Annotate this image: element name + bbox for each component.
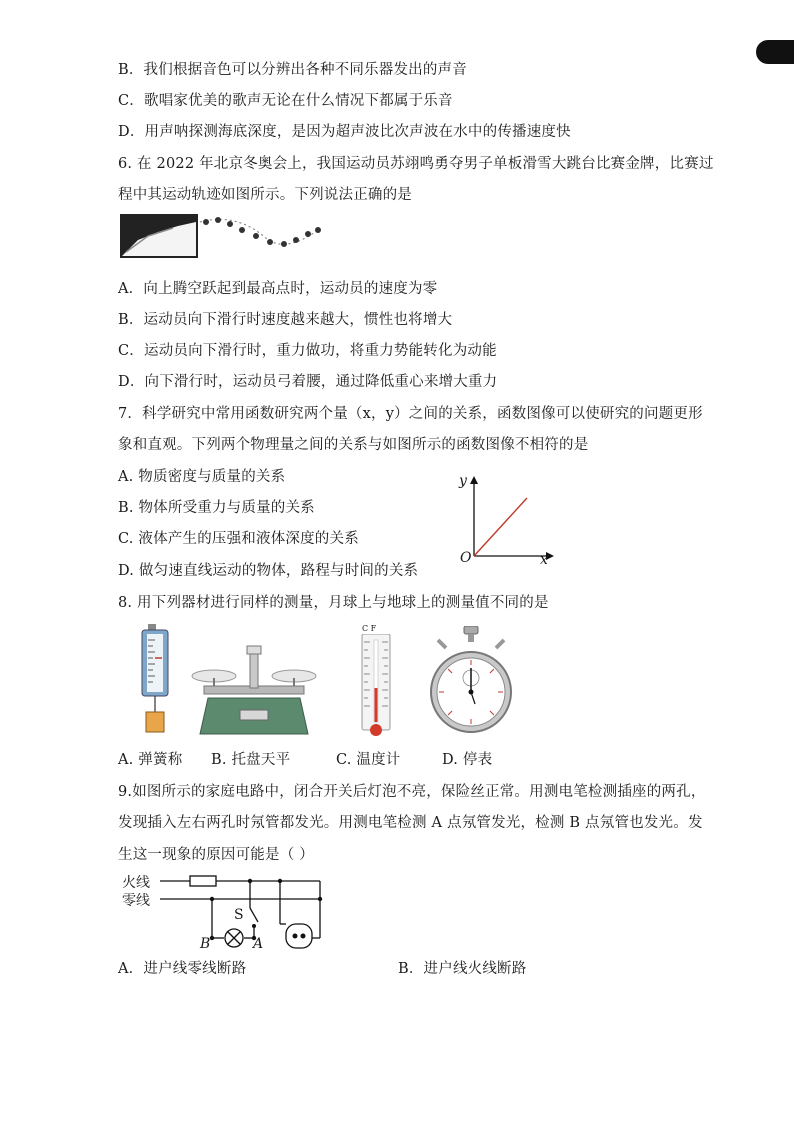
q6-option-d: D．向下滑行时，运动员弓着腰，通过降低重心来增大重力 (118, 374, 498, 390)
q7-option-b: B. 物体所受重力与质量的关系 (118, 500, 315, 516)
q7-option-a: A. 物质密度与质量的关系 (118, 469, 286, 485)
ski-trajectory-figure (118, 212, 328, 262)
q6-stem-line2: 程中其运动轨迹如图所示。下列说法正确的是 (118, 187, 412, 203)
q5-option-c: C．歌唱家优美的歌声无论在什么情况下都属于乐音 (118, 93, 453, 109)
switch-label: S (234, 907, 244, 923)
q7-stem-line2: 象和直观。下列两个物理量之间的关系与如图所示的函数图像不相符的是 (118, 437, 589, 453)
tray-balance-image (190, 642, 320, 738)
q9-option-a: A．进户线零线断路 (118, 961, 247, 977)
q8-option-d: D. 停表 (442, 752, 493, 768)
page-corner-tab (756, 40, 794, 64)
stopwatch-image (428, 626, 514, 738)
q8-option-a: A. 弹簧称 (118, 752, 183, 768)
q5-option-d: D．用声呐探测海底深度，是因为超声波比次声波在水中的传播速度快 (118, 124, 571, 140)
q6-option-c: C．运动员向下滑行时，重力做功，将重力势能转化为动能 (118, 343, 497, 359)
live-wire-label: 火线 (122, 875, 150, 891)
graph-line (474, 498, 527, 556)
q8-option-c: C. 温度计 (336, 752, 401, 768)
q8-option-b: B. 托盘天平 (211, 752, 291, 768)
q9-option-b: B．进户线火线断路 (398, 961, 527, 977)
point-b-label: B (200, 936, 211, 952)
q6-option-a: A．向上腾空跃起到最高点时，运动员的速度为零 (118, 281, 438, 297)
q9-stem-line1: 9.如图所示的家庭电路中，闭合开关后灯泡不亮，保险丝正常。用测电笔检测插座的两孔， (118, 784, 706, 800)
neutral-wire-label: 零线 (122, 893, 150, 909)
q7-option-d: D. 做匀速直线运动的物体，路程与时间的关系 (118, 563, 419, 579)
thermometer-scale-header: C F (362, 624, 377, 633)
graph-y-label: y (459, 473, 467, 489)
q6-stem-line1: 6. 在 2022 年北京冬奥会上，我国运动员苏翊鸣勇夺男子单板滑雪大跳台比赛金牌，比赛过 (118, 156, 714, 172)
q6-option-b: B．运动员向下滑行时速度越来越大，惯性也将增大 (118, 312, 453, 328)
q7-stem-line1: 7．科学研究中常用函数研究两个量（x，y）之间的关系，函数图像可以使研究的问题更形 (118, 406, 703, 422)
spring-scale-image (138, 622, 174, 742)
q9-stem-line3: 生这一现象的原因可能是（ ） (118, 847, 314, 863)
q8-stem: 8. 用下列器材进行同样的测量，月球上与地球上的测量值不同的是 (118, 595, 549, 611)
q5-option-b: B．我们根据音色可以分辨出各种不同乐器发出的声音 (118, 62, 467, 78)
q9-stem-line2: 发现插入左右两孔时氖管都发光。用测电笔检测 A 点氖管发光，检测 B 点氖管也发光。发 (118, 815, 703, 831)
graph-origin-label: O (460, 550, 472, 566)
q7-option-c: C. 液体产生的压强和液体深度的关系 (118, 531, 359, 547)
thermometer-image (358, 634, 394, 740)
point-a-label: A (253, 936, 264, 952)
graph-x-label: x (540, 552, 548, 568)
